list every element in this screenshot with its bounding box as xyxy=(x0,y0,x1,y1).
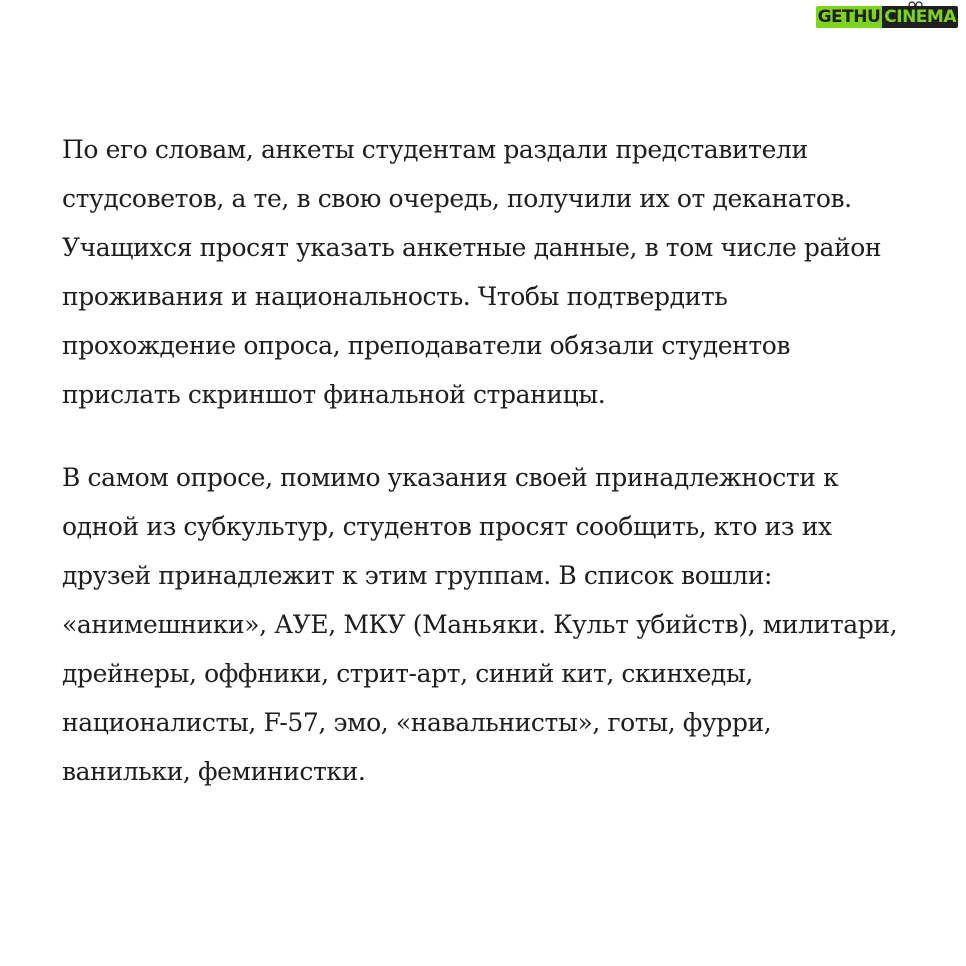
logo-part-cinema: CINEMA xyxy=(884,7,956,27)
logo-part-gethu: GETHU xyxy=(817,7,881,27)
film-reel-icon xyxy=(908,1,924,11)
logo-wordmark xyxy=(816,6,958,28)
article-paragraph-1: По его словам, анкеты студентам раздали представители студсоветов, а те, в свою очередь, получили их от деканатов. Учащихся просят указать анкетные данные, в том числе район проживания и национальность. Чтобы подтвердить прохождение опроса, преподаватели обязали студентов прислать скриншот финальной страницы. xyxy=(62,135,882,409)
gethucinema-logo xyxy=(816,6,958,28)
article-paragraph-2: В самом опросе, помимо указания своей принадлежности к одной из субкультур, студентов просят сообщить, кто из их друзей принадлежит к этим группам. В список вошли: «анимешники», АУЕ, МКУ (Маньяки. Культ убийств), милитари, дрейнеры, оффники, стрит-арт, синий кит, скинхеды, националисты, F-57, эмо, «навальнисты», готы, фурри, ванильки, феминистки. xyxy=(62,463,898,786)
article-body xyxy=(62,125,942,796)
